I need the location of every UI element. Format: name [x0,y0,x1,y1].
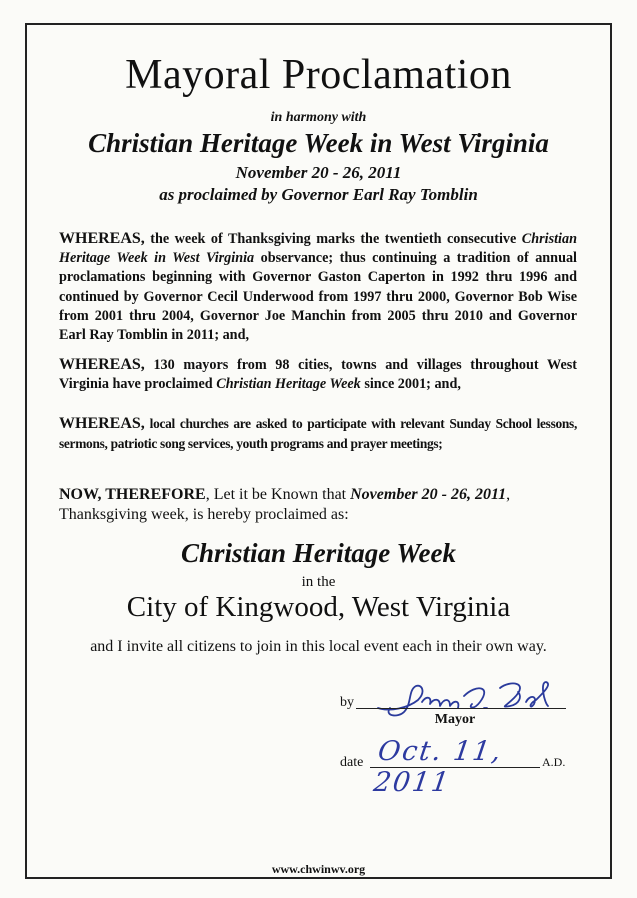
whereas-text: the week of Thanksgiving marks the twentieth consecutive [144,231,522,247]
signature-line [356,708,566,709]
now-therefore-text: , Let it be Known that [205,486,351,503]
now-therefore-text: , Thanksgiving week, is hereby proclaimed as: [59,486,511,523]
whereas-lead: WHEREAS, [59,230,145,247]
proclaimed-event: Christian Heritage Week [180,538,457,568]
by-label: by [340,695,354,710]
era-label: A.D. [542,755,566,769]
signature-block [340,683,580,798]
event-dates: November 20 - 26, 2011 [235,163,402,182]
city-name: City of Kingwood, West Virginia [126,591,511,623]
subtitle: in harmony with [270,110,367,125]
whereas-emphasis: Christian Heritage Week in West Virginia [59,231,577,267]
now-therefore-paragraph [59,485,589,525]
now-therefore-lead: NOW, THEREFORE [59,486,206,503]
whereas-text: observance; thus continuing a tradition of annual proclamations beginning with Governor Gaston Caperton in 1992 thru 1996 and continued by Governor Cecil Underwood from 1997 thru 2000, Governor Bob Wise from 2001 thru 2004, Governor Joe Manchin from 2005 thru 2010 and Governor Earl Ray Tomblin in 2011; and, [59,250,577,344]
whereas-text: since 2001; and, [360,376,461,393]
connector-text: in the [301,574,336,590]
whereas-paragraph-2 [59,355,577,394]
whereas-lead: WHEREAS, [59,415,145,432]
whereas-emphasis: Christian Heritage Week [216,376,361,393]
now-therefore-dates: November 20 - 26, 2011 [350,486,507,503]
proclaimed-by: as proclaimed by Governor Earl Ray Tomblin [159,185,478,204]
whereas-paragraph-3 [59,414,577,454]
date-line [370,767,540,768]
whereas-text: local churches are asked to participate with relevant Sunday School lessons, sermons, patriotic song services, youth programs and prayer meetings; [59,416,577,452]
event-heading: Christian Heritage Week in West Virginia [88,128,549,158]
whereas-paragraph-1 [59,229,577,345]
handwritten-date: Oct. 11, 2011 [371,736,505,798]
mayor-label: Mayor [434,712,476,727]
whereas-lead: WHEREAS, [59,356,145,373]
invitation-text: and I invite all citizens to join in this local event each in their own way. [90,638,547,655]
date-label: date [340,755,364,770]
page-title: Mayoral Proclamation [125,52,512,98]
website-link[interactable]: www.chwinwv.org [271,862,366,876]
whereas-text: 130 mayors from 98 cities, towns and villages throughout West Virginia have proclaimed [59,357,577,393]
